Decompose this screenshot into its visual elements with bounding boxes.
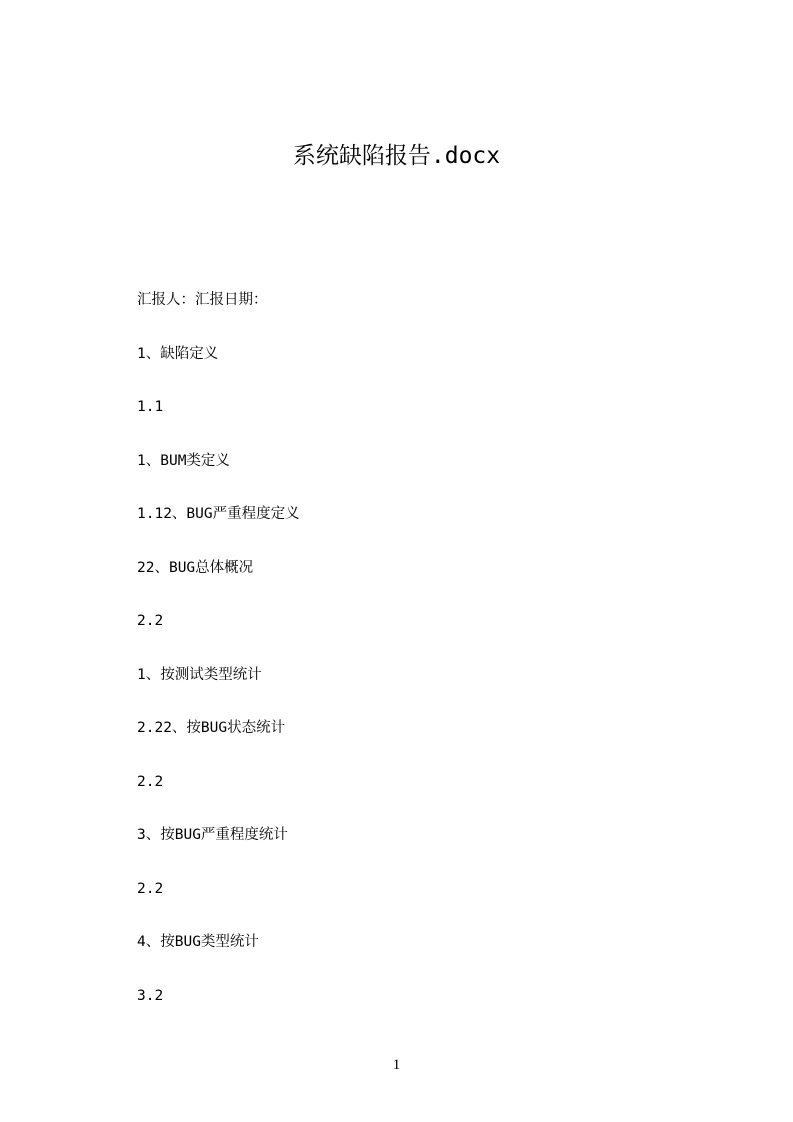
document-body [137, 290, 697, 1039]
section-number-line: 2.2 [137, 613, 164, 629]
reporter-date-line: 汇报人：汇报日期： [137, 292, 268, 308]
heading-by-bug-severity: 3、按BUG严重程度统计 [137, 827, 288, 843]
heading-by-bug-status: 2.22、按BUG状态统计 [137, 720, 286, 736]
section-number-line: 1.1 [137, 399, 164, 415]
section-number-line: 3.2 [137, 987, 164, 1004]
page-number: 1 [392, 1057, 401, 1073]
document-title: 系统缺陷报告.docx [292, 143, 501, 169]
section-number-line: 2.2 [137, 773, 164, 790]
heading-defect-definition: 1、缺陷定义 [137, 345, 219, 362]
heading-bug-overview: 22、BUG总体概况 [137, 559, 254, 576]
heading-bum-type-definition: 1、BUM类定义 [137, 452, 230, 469]
section-number-line: 2.2 [137, 880, 164, 897]
heading-by-test-type: 1、按测试类型统计 [137, 666, 262, 683]
heading-by-bug-type: 4、按BUG类型统计 [137, 934, 259, 950]
heading-bug-severity-definition: 1.12、BUG严重程度定义 [137, 506, 300, 522]
